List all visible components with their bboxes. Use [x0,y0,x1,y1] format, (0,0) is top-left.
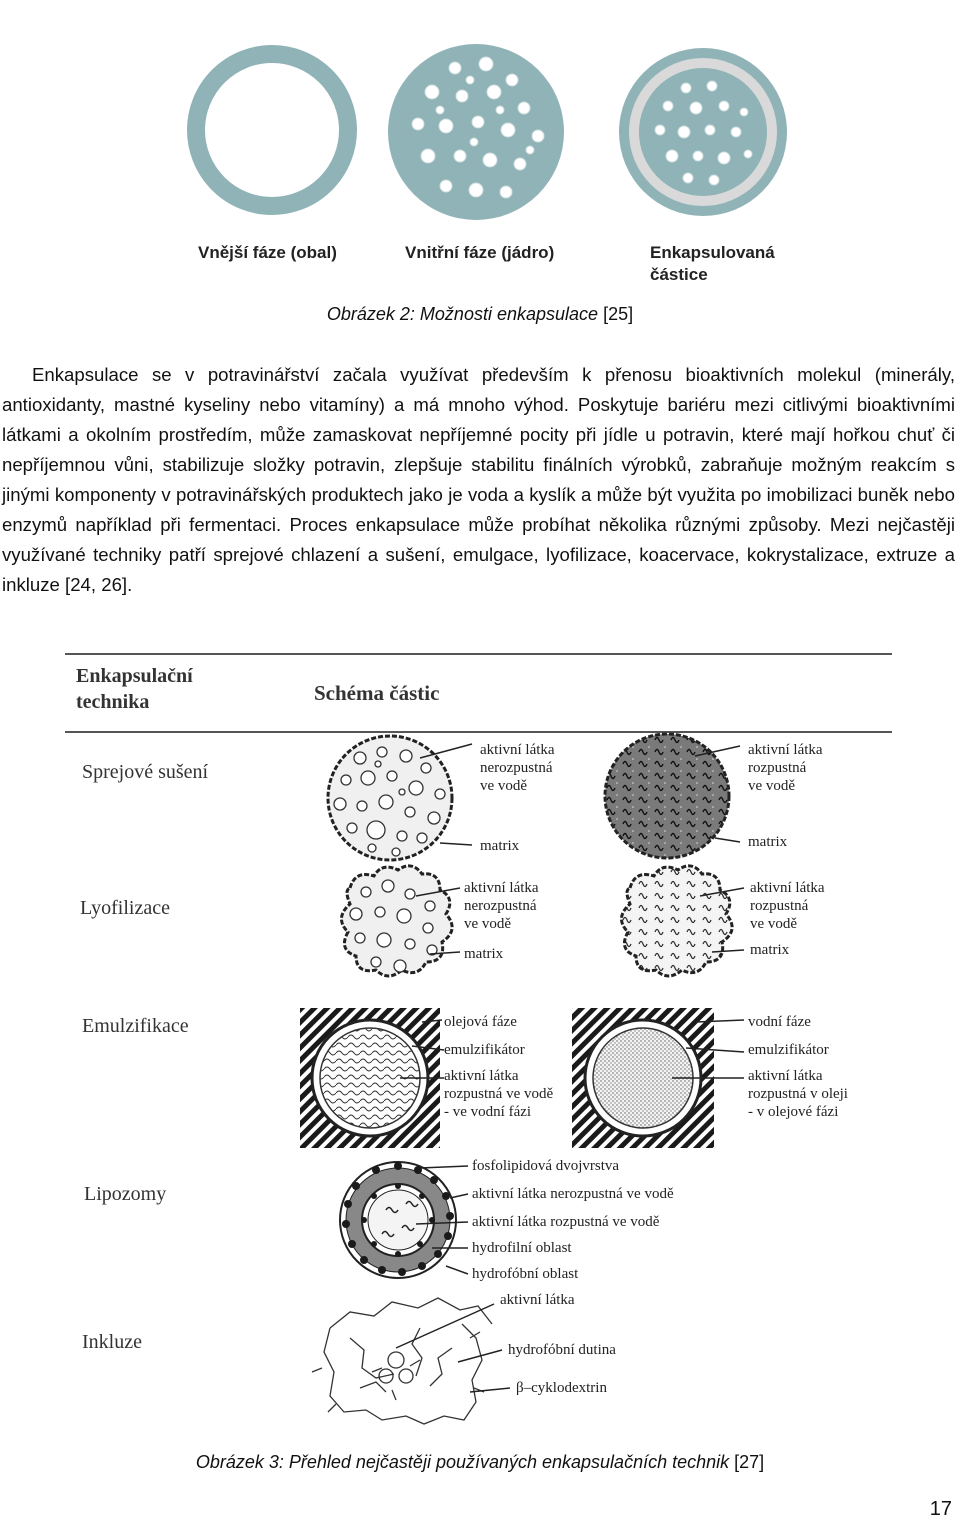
figure-2-caption [0,304,960,325]
spray-left-pointer-matrix [440,843,472,845]
spray-right-label-3: ve vodě [748,778,796,794]
lipo-label-2: aktivní látka nerozpustná ve vodě [472,1186,674,1202]
figure-encapsulation-techniques [60,648,900,1438]
header-technique-line2: technika [76,691,150,713]
spray-left-label-2: nerozpustná [480,760,553,776]
header-schema: Schéma částic [314,681,440,705]
figure-encapsulation-options [0,0,960,300]
label-inner-phase: Vnitřní fáze (jádro) [405,243,555,262]
label-capsule-line1: Enkapsulovaná [650,243,775,262]
figure-3-caption-text: Obrázek 3: Přehled nejčastěji používaných enkapsulačních technik [195,1452,730,1472]
lyo-left-label-4: matrix [464,946,504,962]
liposome-diagram [340,1162,456,1278]
encapsulated-particle [619,48,787,216]
emul-right-label-2: emulzifikátor [748,1042,829,1058]
outer-phase-ring [196,54,348,206]
lipo-pointer-1 [420,1166,468,1168]
page-number: 17 [929,1498,952,1520]
row-name-emul: Emulzifikace [82,1015,189,1037]
header-technique-line1: Enkapsulační [76,665,193,687]
spray-right-label-4: matrix [748,834,788,850]
inkl-label-2: hydrofóbní dutina [508,1342,616,1358]
lyo-particle-insoluble [341,866,452,976]
lipo-pointer-2 [450,1194,468,1198]
emul-right-label-3: aktivní látka [748,1068,823,1084]
emul-right-label-4: rozpustná v oleji [748,1086,848,1102]
lyo-left-label-2: nerozpustná [464,898,537,914]
spray-right-label-1: aktivní látka [748,742,823,758]
inkl-label-1: aktivní látka [500,1292,575,1308]
label-capsule-line2: částice [650,265,708,284]
lipo-label-3: aktivní látka rozpustná ve vodě [472,1214,660,1230]
row-name-spray: Sprejové sušení [82,761,209,783]
lyo-right-label-1: aktivní látka [750,880,825,896]
inkl-pointer-active [396,1304,494,1348]
emul-left-label-1: olejová fáze [444,1014,517,1030]
inkl-label-3: β–cyklodextrin [516,1380,607,1396]
figure-2-caption-ref: [25] [603,304,634,324]
label-outer-phase: Vnější fáze (obal) [198,243,337,262]
lyo-right-label-4: matrix [750,942,790,958]
spray-left-label-4: matrix [480,838,520,854]
spray-right-label-2: rozpustná [748,760,807,776]
lyo-right-label-3: ve vodě [750,916,798,932]
figure-2-caption-text: Obrázek 2: Možnosti enkapsulace [326,304,599,324]
row-name-lipo: Lipozomy [84,1183,167,1205]
row-name-inkl: Inkluze [82,1331,142,1353]
emul-left-label-2: emulzifikátor [444,1042,525,1058]
emul-left-label-4: rozpustná ve vodě [444,1086,554,1102]
lyo-right-label-2: rozpustná [750,898,809,914]
lipo-label-5: hydrofóbní oblast [472,1266,579,1282]
emul-right-label-5: - v olejové fázi [748,1104,839,1120]
figure-3-caption-ref: [27] [734,1452,765,1472]
inner-phase-core [388,44,564,220]
body-paragraph: Enkapsulace se v potravinářství začala využívat především k přenosu bioaktivních molekul (minerály, antioxidanty, mastné kyseliny nebo vitamíny) a má mnoho výhod. Poskytuje bariéru mezi citlivými bioaktivními látkami a okolním prostředím, může zamaskovat nepříjemné pocity při jídle u potravin, které mají hořkou chuť či nepříjemnou vůni, stabilizuje složky potravin, zlepšuje stabilitu finálních výrobků, zabraňuje možným reakcím s jinými komponenty v potravinářských produktech jako je voda a kyslík a může být využita po imobilizaci buněk nebo enzymů například při fermentaci. Proces enkapsulace může probíhat několika různými způsoby. Mezi nejčastěji využívané techniky patří sprejové chlazení a sušení, emulgace, lyofilizace, koacervace, kokrystalizace, extruze a inkluze [24, 26]. [2,364,955,595]
spray-left-label-1: aktivní látka [480,742,555,758]
figure-3-caption [0,1452,960,1473]
emul-right-label-1: vodní fáze [748,1014,811,1030]
row-name-lyo: Lyofilizace [80,897,170,919]
spray-left-label-3: ve vodě [480,778,528,794]
emul-left-label-5: - ve vodní fázi [444,1104,532,1120]
lyo-left-label-3: ve vodě [464,916,512,932]
emul-left-label-3: aktivní látka [444,1068,519,1084]
lyo-left-label-1: aktivní látka [464,880,539,896]
lyo-particle-soluble [621,866,732,976]
lipo-pointer-5 [446,1266,468,1274]
lipo-label-1: fosfolipidová dvojvrstva [472,1158,620,1174]
lipo-label-4: hydrofilní oblast [472,1240,572,1256]
spray-right-pointer-matrix [715,838,740,842]
